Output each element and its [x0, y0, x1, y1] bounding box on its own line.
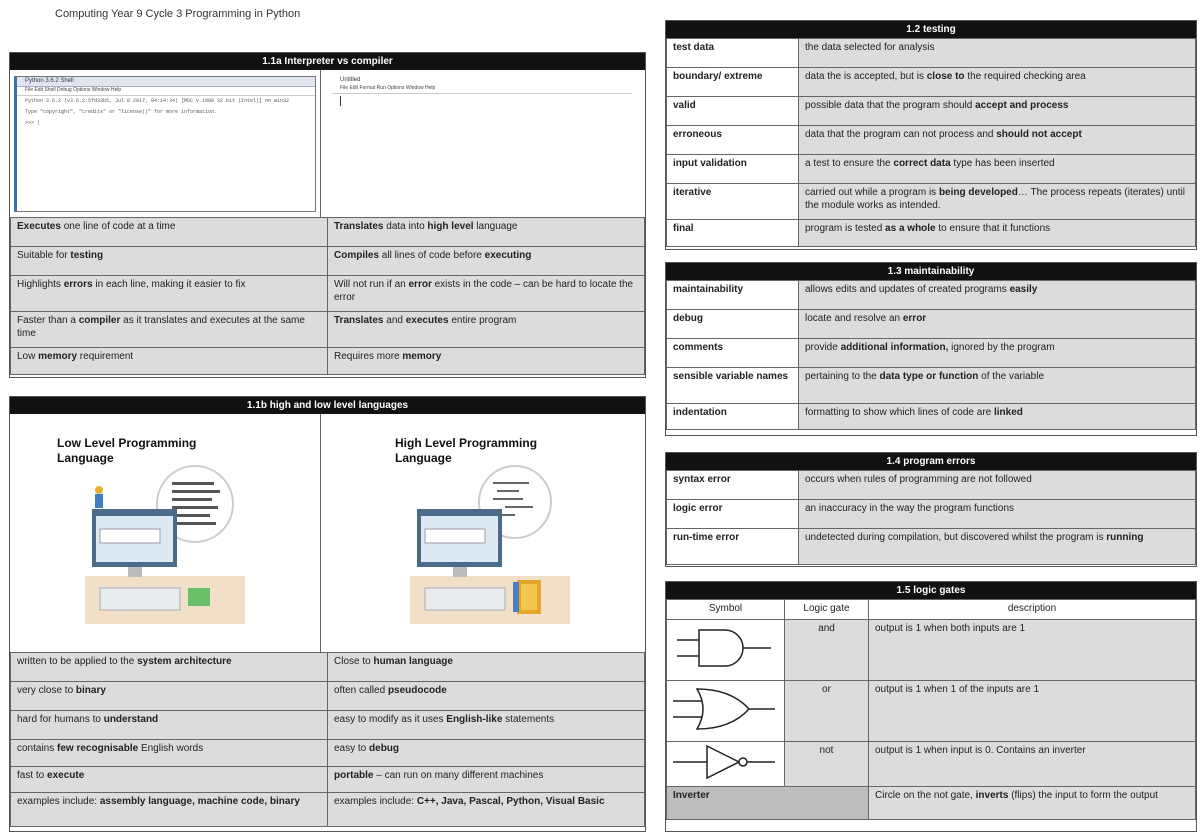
errors-term-cell: logic error — [667, 500, 799, 529]
low-level-cell: fast to execute — [11, 767, 328, 793]
illus-divider — [320, 414, 321, 652]
interpreter-compiler-panel — [9, 52, 646, 378]
low-level-illustration — [80, 464, 250, 624]
gate-description-cell: output is 1 when input is 0. Contains an inverter — [869, 742, 1196, 787]
table-row — [667, 39, 1196, 68]
shot-divider — [320, 70, 321, 217]
table-row — [667, 620, 1196, 681]
low-level-cell: examples include: assembly language, machine code, binary — [11, 793, 328, 827]
program-errors-panel — [665, 452, 1197, 567]
maint-definition-cell: pertaining to the data type or function of the variable — [799, 368, 1196, 404]
table-header-row — [667, 600, 1196, 620]
program-errors-table — [666, 470, 1196, 565]
table-row — [11, 247, 645, 276]
shell-menubar: File Edit Shell Debug Options Window Help — [17, 87, 315, 96]
inverter-term-cell: Inverter — [667, 787, 869, 820]
maint-term-cell: sensible variable names — [667, 368, 799, 404]
logic-gates-panel — [665, 581, 1197, 832]
gate-description-cell: output is 1 when both inputs are 1 — [869, 620, 1196, 681]
table-row — [11, 793, 645, 827]
compiler-cell: Requires more memory — [328, 348, 645, 375]
low-level-cell: written to be applied to the system architecture — [11, 653, 328, 682]
testing-table — [666, 38, 1196, 247]
compiler-cell: Translates data into high level language — [328, 218, 645, 247]
description-header: description — [869, 600, 1196, 620]
maint-definition-cell: formatting to show which lines of code are linked — [799, 404, 1196, 430]
high-level-cell: examples include: C++, Java, Pascal, Python, Visual Basic — [328, 793, 645, 827]
gate-header: Logic gate — [785, 600, 869, 620]
maint-term-cell: indentation — [667, 404, 799, 430]
maintainability-panel — [665, 262, 1197, 436]
testing-panel — [665, 20, 1197, 250]
compiler-cell: Translates and executes entire program — [328, 312, 645, 348]
editor-screenshot — [332, 76, 632, 210]
testing-definition-cell: possible data that the program should accept and process — [799, 97, 1196, 126]
table-row — [667, 787, 1196, 820]
table-row — [667, 220, 1196, 247]
table-row — [11, 653, 645, 682]
table-row — [11, 218, 645, 247]
gate-name-cell: and — [785, 620, 869, 681]
not-gate-symbol-cell — [667, 742, 785, 787]
high-level-cell: easy to modify as it uses English-like statements — [328, 711, 645, 740]
maint-definition-cell: locate and resolve an error — [799, 310, 1196, 339]
logic-gates-heading: 1.5 logic gates — [666, 582, 1196, 599]
and-gate-icon — [667, 620, 783, 676]
compiler-cell: Will not run if an error exists in the code – can be hard to locate the error — [328, 276, 645, 312]
testing-definition-cell: data that the program can not process and should not accept — [799, 126, 1196, 155]
maint-term-cell: debug — [667, 310, 799, 339]
testing-term-cell: valid — [667, 97, 799, 126]
testing-definition-cell: the data selected for analysis — [799, 39, 1196, 68]
shell-code-line-1: Python 3.6.2 (v3.6.2:5fd33b5, Jul 8 2017, 04:14:34) [MSC v.1900 32 bit (Intel)] on win32 — [25, 98, 290, 104]
editor-titlebar: Untitled — [332, 76, 632, 85]
table-row — [11, 312, 645, 348]
language-levels-table — [10, 652, 645, 827]
table-row — [11, 276, 645, 312]
errors-definition-cell: undetected during compilation, but discovered whilst the program is running — [799, 529, 1196, 565]
not-gate-icon — [667, 742, 783, 782]
screenshots-row — [10, 70, 645, 217]
table-row — [667, 500, 1196, 529]
interpreter-cell: Highlights errors in each line, making it easier to fix — [11, 276, 328, 312]
or-gate-icon — [667, 681, 783, 737]
table-row — [667, 155, 1196, 184]
testing-definition-cell: a test to ensure the correct data type has been inserted — [799, 155, 1196, 184]
logic-gates-table — [666, 599, 1196, 820]
interpreter-compiler-heading: 1.1a Interpreter vs compiler — [10, 53, 645, 70]
or-gate-symbol-cell — [667, 681, 785, 742]
testing-definition-cell: data the is accepted, but is close to the required checking area — [799, 68, 1196, 97]
testing-definition-cell: program is tested as a whole to ensure that it functions — [799, 220, 1196, 247]
errors-term-cell: syntax error — [667, 471, 799, 500]
high-level-cell: portable – can run on many different machines — [328, 767, 645, 793]
symbol-header: Symbol — [667, 600, 785, 620]
maint-definition-cell: provide additional information, ignored by the program — [799, 339, 1196, 368]
table-row — [667, 471, 1196, 500]
editor-menubar: File Edit Format Run Options Window Help — [332, 85, 632, 94]
table-row — [11, 348, 645, 375]
interpreter-compiler-table — [10, 217, 645, 375]
testing-heading: 1.2 testing — [666, 21, 1196, 38]
low-level-title: Low Level Programming Language — [57, 436, 197, 465]
shell-code-line-3: >>> | — [25, 120, 41, 126]
testing-term-cell: final — [667, 220, 799, 247]
table-row — [667, 339, 1196, 368]
gate-description-cell: output is 1 when 1 of the inputs are 1 — [869, 681, 1196, 742]
table-row — [667, 97, 1196, 126]
errors-definition-cell: occurs when rules of programming are not followed — [799, 471, 1196, 500]
maint-definition-cell: allows edits and updates of created programs easily — [799, 281, 1196, 310]
high-level-cell: easy to debug — [328, 740, 645, 767]
table-row — [667, 281, 1196, 310]
language-levels-panel — [9, 396, 646, 832]
gate-name-cell: not — [785, 742, 869, 787]
maintainability-heading: 1.3 maintainability — [666, 263, 1196, 280]
gate-name-cell: or — [785, 681, 869, 742]
errors-term-cell: run-time error — [667, 529, 799, 565]
maint-term-cell: comments — [667, 339, 799, 368]
page-title: Computing Year 9 Cycle 3 Programming in Python — [55, 8, 301, 20]
table-row — [667, 681, 1196, 742]
interpreter-cell: Faster than a compiler as it translates and executes at the same time — [11, 312, 328, 348]
table-row — [667, 404, 1196, 430]
interpreter-cell: Suitable for testing — [11, 247, 328, 276]
python-shell-screenshot — [14, 76, 316, 212]
table-row — [667, 126, 1196, 155]
table-row — [11, 740, 645, 767]
shell-code-line-2: Type "copyright", "credits" or "license()" for more information. — [25, 109, 218, 115]
high-level-cell: often called pseudocode — [328, 682, 645, 711]
testing-term-cell: erroneous — [667, 126, 799, 155]
low-level-cell: very close to binary — [11, 682, 328, 711]
illustrations-row — [10, 414, 645, 652]
table-row — [667, 68, 1196, 97]
table-row — [11, 682, 645, 711]
editor-cursor — [340, 96, 341, 106]
inverter-description-cell: Circle on the not gate, inverts (flips) the input to form the output — [869, 787, 1196, 820]
table-row — [667, 368, 1196, 404]
testing-term-cell: test data — [667, 39, 799, 68]
maintainability-table — [666, 280, 1196, 430]
table-row — [667, 184, 1196, 220]
and-gate-symbol-cell — [667, 620, 785, 681]
high-level-title: High Level Programming Language — [395, 436, 538, 465]
compiler-cell: Compiles all lines of code before executing — [328, 247, 645, 276]
high-level-cell: Close to human language — [328, 653, 645, 682]
table-row — [667, 742, 1196, 787]
table-row — [667, 529, 1196, 565]
interpreter-cell: Low memory requirement — [11, 348, 328, 375]
testing-term-cell: input validation — [667, 155, 799, 184]
program-errors-heading: 1.4 program errors — [666, 453, 1196, 470]
table-row — [11, 711, 645, 740]
testing-term-cell: iterative — [667, 184, 799, 220]
testing-definition-cell: carried out while a program is being developed… The process repeats (iterates) until the module works as intended. — [799, 184, 1196, 220]
shell-titlebar: Python 3.6.2 Shell — [17, 77, 315, 87]
low-level-cell: contains few recognisable English words — [11, 740, 328, 767]
table-row — [11, 767, 645, 793]
table-row — [667, 310, 1196, 339]
high-level-illustration — [405, 464, 575, 624]
testing-term-cell: boundary/ extreme — [667, 68, 799, 97]
interpreter-cell: Executes one line of code at a time — [11, 218, 328, 247]
language-levels-heading: 1.1b high and low level languages — [10, 397, 645, 414]
maint-term-cell: maintainability — [667, 281, 799, 310]
errors-definition-cell: an inaccuracy in the way the program functions — [799, 500, 1196, 529]
low-level-cell: hard for humans to understand — [11, 711, 328, 740]
